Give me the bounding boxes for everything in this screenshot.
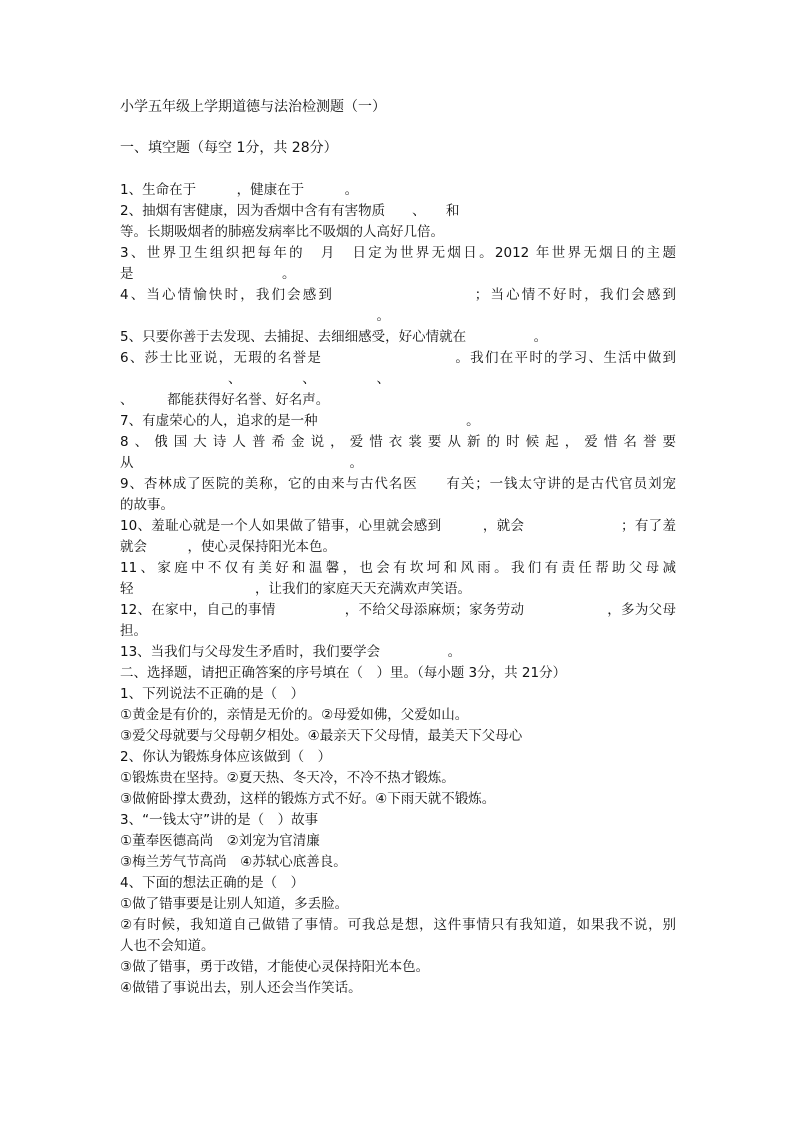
q8-line-1: 8、俄国大诗人普希金说，爱惜衣裳要从新的时候起，爱惜名誉要 bbox=[120, 434, 676, 450]
q3-line-1: 3、世界卫生组织把每年的 月 日定为世界无烟日。2012 年世界无烟日的主题 bbox=[120, 245, 676, 261]
mc3-options-2: ③梅兰芳气节高尚 ④苏轼心底善良。 bbox=[120, 854, 347, 870]
mc1-question: 1、下列说法不正确的是（ ） bbox=[120, 686, 305, 702]
section-heading-multiple-choice: 二、选择题，请把正确答案的序号填在（ ）里。（每小题 3分，共 21分） bbox=[120, 665, 567, 681]
page-title: 小学五年级上学期道德与法治检测题（一） bbox=[120, 99, 386, 115]
q6-line-3: 、 都能获得好名誉、好名声。 bbox=[120, 392, 330, 408]
q10-line-2: 就会 ，使心灵保持阳光本色。 bbox=[120, 539, 336, 555]
q12-line-2: 担。 bbox=[120, 623, 147, 639]
q13-line: 13、当我们与父母发生矛盾时，我们要学会 。 bbox=[120, 644, 462, 660]
mc2-question: 2、你认为锻炼身体应该做到（ ） bbox=[120, 749, 332, 765]
q7-line: 7、有虚荣心的人，追求的是一种 。 bbox=[120, 413, 480, 429]
mc1-options-2: ③爱父母就要与父母朝夕相处。④最亲天下父母情，最美天下父母心 bbox=[120, 728, 523, 744]
mc1-options-1: ①黄金是有价的，亲情是无价的。②母爱如佛，父爱如山。 bbox=[120, 707, 469, 723]
q4-line-2: 。 bbox=[120, 308, 390, 324]
document-body bbox=[120, 180, 676, 999]
mc2-options-1: ①锻炼贵在坚持。②夏天热、冬天冷，不冷不热才锻炼。 bbox=[120, 770, 455, 786]
q6-line-2: 、 、 、 bbox=[120, 371, 390, 387]
mc4-option-3: ③做了错事，勇于改错，才能使心灵保持阳光本色。 bbox=[120, 959, 430, 975]
q5-line: 5、只要你善于去发现、去捕捉、去细细感受，好心情就在 。 bbox=[120, 329, 548, 345]
mc4-question: 4、下面的想法正确的是（ ） bbox=[120, 875, 305, 891]
mc3-options-1: ①董奉医德高尚 ②刘宠为官清廉 bbox=[120, 833, 320, 849]
mc3-question: 3、“一钱太守”讲的是（ ）故事 bbox=[120, 812, 319, 828]
q12-line-1: 12、在家中，自己的事情 ，不给父母添麻烦；家务劳动 ，多为父母 bbox=[120, 602, 676, 618]
q2-line-2: 等。长期吸烟者的肺癌发病率比不吸烟的人高好几倍。 bbox=[120, 224, 444, 240]
mc4-option-2-line-2: 人也不会知道。 bbox=[120, 938, 215, 954]
q11-line-1: 11、家庭中不仅有美好和温馨，也会有坎坷和风雨。我们有责任帮助父母减 bbox=[120, 560, 676, 576]
q3-line-2: 是 。 bbox=[120, 266, 296, 282]
mc4-option-2-line-1: ②有时候，我知道自己做错了事情。可我总是想，这件事情只有我知道，如果我不说，别 bbox=[120, 917, 676, 933]
q6-line-1: 6、莎士比亚说，无瑕的名誉是 。我们在平时的学习、生活中做到 bbox=[120, 350, 676, 366]
mc2-options-2: ③做俯卧撑太费劲，这样的锻炼方式不好。④下雨天就不锻炼。 bbox=[120, 791, 496, 807]
q11-line-2: 轻 ，让我们的家庭天天充满欢声笑语。 bbox=[120, 581, 471, 597]
mc4-option-1: ①做了错事要是让别人知道，多丢脸。 bbox=[120, 896, 349, 912]
q9-line-2: 的故事。 bbox=[120, 497, 174, 513]
q2-line-1: 2、抽烟有害健康，因为香烟中含有有害物质 、 和 bbox=[120, 203, 460, 219]
q1-line: 1、生命在于 ，健康在于 。 bbox=[120, 182, 359, 198]
q10-line-1: 10、羞耻心就是一个人如果做了错事，心里就会感到 ，就会 ；有了羞 bbox=[120, 518, 676, 534]
q4-line-1: 4、当心情愉快时，我们会感到 ；当心情不好时，我们会感到 bbox=[120, 287, 676, 303]
q8-line-2: 从 。 bbox=[120, 455, 363, 471]
q9-line-1: 9、杏林成了医院的美称，它的由来与古代名医 有关；一钱太守讲的是古代官员刘宠 bbox=[120, 476, 676, 492]
section-heading-fill-in: 一、填空题（每空 1分，共 28分） bbox=[120, 140, 338, 156]
mc4-option-4: ④做错了事说出去，别人还会当作笑话。 bbox=[120, 980, 362, 996]
